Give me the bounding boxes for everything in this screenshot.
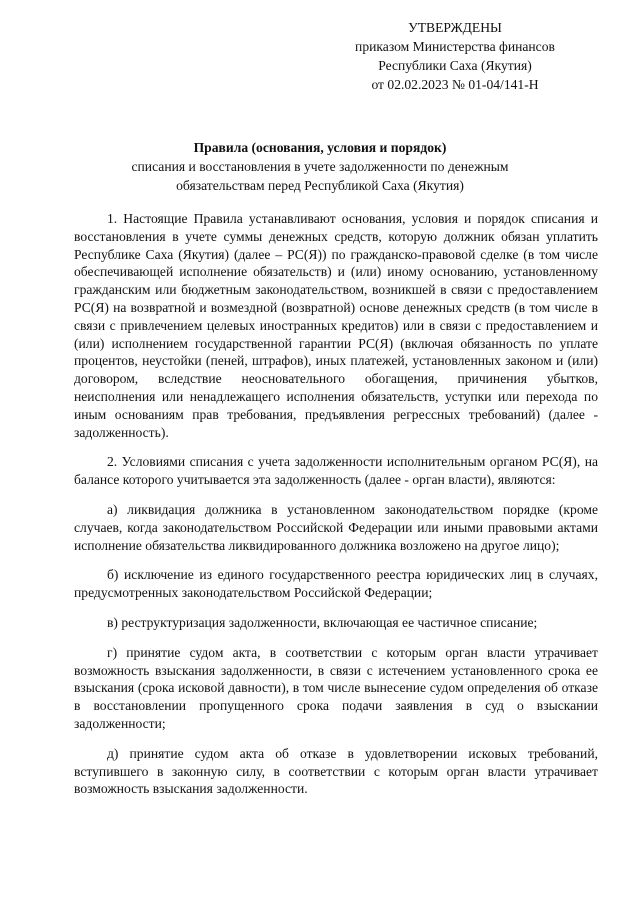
approval-line: от 02.02.2023 № 01-04/141-Н <box>371 77 539 92</box>
approval-stamp-block <box>330 18 580 94</box>
document-title <box>72 138 568 195</box>
paragraph-2d: д) принятие судом акта об отказе в удовлетворении исковых требований, вступившего в законную силу, в соответствии с которым орган власти утрачивает возможность взыскания задолженности. <box>74 745 598 797</box>
approval-line: УТВЕРЖДЕНЫ <box>408 20 502 35</box>
paragraph-2b: б) исключение из единого государственного реестра юридических лиц в случаях, предусмотренных законодательством Российской Федерации; <box>74 567 598 601</box>
paragraph-2a: а) ликвидация должника в установленном законодательством порядке (кроме случаев, когда законодательством Российской Федерации или иными правовыми актами исполнение обязательства ликвидированного должника возложено на другое лицо); <box>74 501 598 553</box>
paragraph-1: 1. Настоящие Правила устанавливают основания, условия и порядок списания и восстановления в учете суммы денежных средств, которую должник обязан уплатить Республике Саха (Якутия) (далее – РС(Я)) по гражданско-правовой сделке (в том числе обеспечивающей исполнение обязательств) и (или) иному основанию, установленному гражданским или бюджетным законодательством, возникшей в связи с предоставлением РС(Я) на возвратной и возмездной (возвратной) основе денежных средств (в том числе в связи с привлечением целевых иностранных кредитов) или в связи с предоставлением и (или) исполнением государственной гарантии РС(Я) (включая обязанность по уплате процентов, неустойки (пеней, штрафов), иных платежей, установленных законом и (или) договором, вследствие неосновательного обогащения, причинения убытков, неисполнения или ненадлежащего исполнения обязательств, уступки или перехода по иным основаниям прав требования, предъявления регрессных требований) (далее - задолженность). <box>74 211 598 440</box>
paragraph-2g: г) принятие судом акта, в соответствии с которым орган власти утрачивает возможность взыскания задолженности, в связи с истечением установленного срока ее взыскания (срока исковой давности), в том числе вынесение судом определения об отказе в восстановлении пропущенного срока подачи заявления в суд о взыскании задолженности; <box>74 644 598 731</box>
approval-line: Республики Саха (Якутия) <box>378 58 532 73</box>
paragraph-2: 2. Условиями списания с учета задолженности исполнительным органом РС(Я), на балансе которого учитывается эта задолженность (далее - орган власти), являются: <box>74 454 598 488</box>
title-subline: списания и восстановления в учете задолженности по денежным <box>131 159 509 174</box>
title-main: Правила (основания, условия и порядок) <box>193 140 447 155</box>
title-subline: обязательствам перед Республикой Саха (Якутия) <box>176 178 464 193</box>
approval-line: приказом Министерства финансов <box>355 39 555 54</box>
document-body <box>74 210 598 810</box>
paragraph-2v: в) реструктуризация задолженности, включающая ее частичное списание; <box>107 614 538 630</box>
